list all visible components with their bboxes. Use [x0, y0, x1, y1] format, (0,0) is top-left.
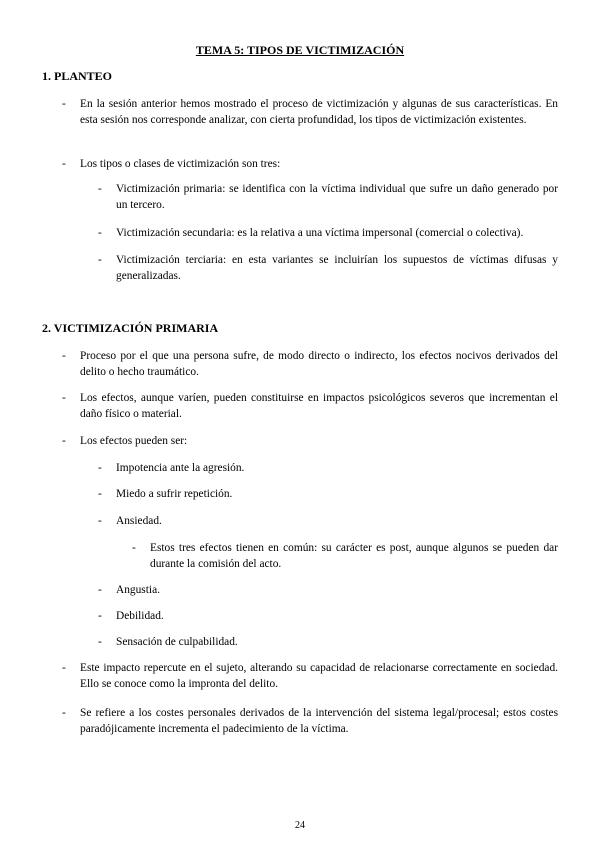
- bullet-dash: -: [98, 183, 102, 195]
- list-item: [98, 225, 558, 241]
- paragraph-text: Proceso por el que una persona sufre, de modo directo o indirecto, los efectos nocivos derivados del delito o hecho traumático.: [80, 350, 558, 378]
- document-title: TEMA 5: TIPOS DE VICTIMIZACIÓN: [195, 43, 405, 57]
- bullet-dash: -: [62, 158, 66, 170]
- list-item: [98, 486, 558, 502]
- paragraph-text: Los efectos pueden ser:: [80, 435, 188, 447]
- list-item: [62, 660, 558, 692]
- bullet-dash: -: [98, 584, 102, 596]
- list-item: [98, 582, 558, 598]
- paragraph-text: Victimización secundaria: es la relativa a una víctima impersonal (comercial o colectiva).: [116, 227, 524, 239]
- bullet-dash: -: [98, 254, 102, 266]
- bullet-dash: -: [62, 392, 66, 404]
- paragraph-text: En la sesión anterior hemos mostrado el proceso de victimización y algunas de sus características. En esta sesión nos corresponde analizar, con cierta profundidad, los tipos de victimización existentes.: [80, 98, 558, 126]
- paragraph-text: Los tipos o clases de victimización son tres:: [80, 158, 281, 170]
- list-item: [98, 181, 558, 213]
- list-item: [62, 433, 558, 449]
- list-item: [98, 513, 558, 529]
- page-number: 24: [295, 820, 305, 831]
- list-item: [62, 156, 558, 172]
- paragraph-text: Miedo a sufrir repetición.: [116, 488, 233, 500]
- paragraph-text: Ansiedad.: [116, 515, 162, 527]
- paragraph-text: Estos tres efectos tienen en común: su carácter es post, aunque algunos se pueden dar durante la comisión del acto.: [150, 542, 558, 570]
- paragraph-text: Impotencia ante la agresión.: [116, 462, 245, 474]
- bullet-dash: -: [98, 227, 102, 239]
- bullet-dash: -: [62, 435, 66, 447]
- bullet-dash: -: [98, 515, 102, 527]
- list-item: [62, 705, 558, 737]
- bullet-dash: -: [98, 610, 102, 622]
- paragraph-text: Los efectos, aunque varíen, pueden constituirse en impactos psicológicos severos que incrementan el daño físico o material.: [80, 392, 558, 420]
- paragraph-text: Sensación de culpabilidad.: [116, 636, 238, 648]
- paragraph-text: Debilidad.: [116, 610, 164, 622]
- bullet-dash: -: [62, 98, 66, 110]
- paragraph-text: Victimización primaria: se identifica con la víctima individual que sufre un daño generado por un tercero.: [116, 183, 558, 211]
- bullet-dash: -: [98, 462, 102, 474]
- section-heading-planteo: 1. PLANTEO: [42, 69, 113, 83]
- bullet-dash: -: [98, 488, 102, 500]
- list-item: [98, 608, 558, 624]
- list-item: [62, 390, 558, 422]
- paragraph-text: Angustia.: [116, 584, 160, 596]
- paragraph-text: Se refiere a los costes personales derivados de la intervención del sistema legal/procesal; estos costes paradójicamente incrementa el padecimiento de la víctima.: [80, 707, 558, 735]
- bullet-dash: -: [132, 542, 136, 554]
- list-item: [62, 96, 558, 128]
- bullet-dash: -: [62, 707, 66, 719]
- list-item: [62, 348, 558, 380]
- list-item: [98, 460, 558, 476]
- section-heading-victimizacion-primaria: 2. VICTIMIZACIÓN PRIMARIA: [42, 321, 219, 335]
- paragraph-text: Este impacto repercute en el sujeto, alterando su capacidad de relacionarse correctamente en sociedad. Ello se conoce como la impronta del delito.: [80, 662, 558, 690]
- list-item: [132, 540, 558, 572]
- list-item: [98, 634, 558, 650]
- list-item: [98, 252, 558, 284]
- paragraph-text: Victimización terciaria: en esta variantes se incluirían los supuestos de víctimas difusas y generalizadas.: [116, 254, 558, 282]
- bullet-dash: -: [62, 350, 66, 362]
- bullet-dash: -: [62, 662, 66, 674]
- bullet-dash: -: [98, 636, 102, 648]
